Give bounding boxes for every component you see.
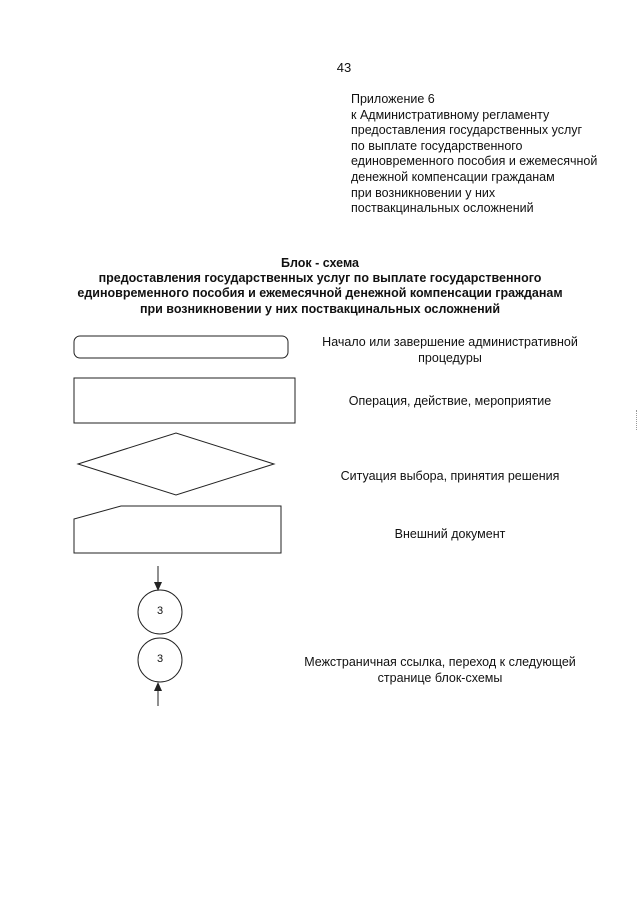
legend-decision: Ситуация выбора, принятия решения	[340, 469, 560, 483]
document-shape	[74, 506, 281, 553]
appendix-line: поствакцинальных осложнений	[351, 201, 534, 216]
legend-document: Внешний документ	[394, 527, 506, 541]
legend-operation: Операция, действие, мероприятие	[348, 394, 552, 408]
title-line: единовременного пособия и ежемесячной денежной компенсации гражданам	[77, 286, 563, 301]
appendix-line: к Административному регламенту	[351, 107, 550, 122]
outgoing-arrowhead-icon	[154, 682, 162, 691]
appendix-line: предоставления государственных услуг	[351, 123, 583, 138]
legend-connector-line: странице блок-схемы	[377, 671, 503, 685]
title-line: предоставления государственных услуг по выплате государственного	[98, 271, 542, 286]
appendix-line: по выплате государственного	[351, 138, 523, 153]
legend-connector	[280, 654, 600, 686]
legend-start-end	[300, 334, 600, 366]
title-line: Блок - схема	[280, 256, 359, 270]
connector-label-bottom: 3	[156, 653, 164, 665]
process-shape	[74, 378, 295, 423]
connector-label-top: 3	[156, 605, 164, 617]
legend-connector-line: Межстраничная ссылка, переход к следующей	[304, 655, 576, 669]
scan-margin-mark	[636, 410, 638, 430]
appendix-line: единовременного пособия и ежемесячной	[351, 154, 598, 169]
terminator-shape	[74, 336, 288, 358]
appendix-line: денежной компенсации гражданам	[351, 169, 555, 184]
legend-start-end-line: процедуры	[418, 351, 482, 365]
legend-start-end-line: Начало или завершение административной	[322, 335, 578, 349]
decision-shape	[78, 433, 274, 495]
page-number: 43	[336, 60, 352, 75]
appendix-line: при возникновении у них	[351, 185, 496, 200]
appendix-line: Приложение 6	[351, 92, 435, 106]
title-line: при возникновении у них поствакцинальных осложнений	[139, 301, 501, 316]
